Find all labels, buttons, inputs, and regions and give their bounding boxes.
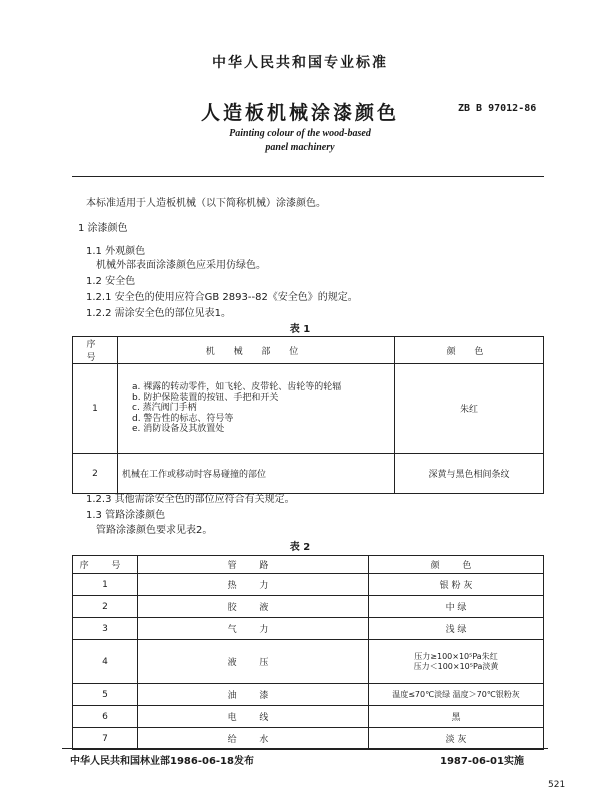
table-row <box>73 618 544 640</box>
table-row <box>73 454 544 494</box>
table-2-header-no: 序 号 <box>73 556 138 574</box>
table-row <box>73 640 544 684</box>
list-item: 机械在工作或移动时容易碰撞的部位 <box>122 470 267 480</box>
table-row <box>73 706 544 728</box>
list-item: e. 消防设备及其放置处 <box>132 424 225 435</box>
issue-date: 中华人民共和国林业部1986-06-18发布 <box>70 756 254 767</box>
standard-number: ZB B 97012-86 <box>458 103 537 114</box>
table-2-row-6-pipe: 电 线 <box>138 706 369 728</box>
table-2-row-5-no: 5 <box>73 684 138 706</box>
english-title-line-1: Painting colour of the wood-based <box>229 128 371 139</box>
table-1-header-color: 颜 色 <box>395 337 544 364</box>
list-item: c. 蒸汽阀门手柄 <box>132 403 197 414</box>
table-2-row-3-no: 3 <box>73 618 138 640</box>
table-1-row-2-parts <box>118 454 395 494</box>
table-1-row-1-parts <box>118 364 395 454</box>
table-2-row-4-color-line-2: 压力＜100×10⁵Pa淡黄 <box>413 661 499 671</box>
table-2-header-pipe: 管 路 <box>138 556 369 574</box>
table-2-row-5-pipe: 油 漆 <box>138 684 369 706</box>
table-1 <box>72 336 544 494</box>
table-row <box>73 684 544 706</box>
document-title: 人造板机械涂漆颜色 <box>200 102 399 124</box>
section-1-1-heading: 1.1 外观颜色 <box>86 246 146 257</box>
english-title-line-2: panel machinery <box>265 142 335 153</box>
table-2-row-6-color: 黑 <box>369 706 544 728</box>
table-2-header-row <box>73 556 544 574</box>
standard-category: 中华人民共和国专业标准 <box>212 55 388 71</box>
table-1-caption: 表 1 <box>289 324 311 335</box>
table-2-row-4-pipe: 液 压 <box>138 640 369 684</box>
section-1-3-text: 管路涂漆颜色要求见表2。 <box>96 525 213 536</box>
section-1-1-text: 机械外部表面涂漆颜色应采用仿绿色。 <box>96 260 266 271</box>
table-1-header-part: 机 械 部 位 <box>118 337 395 364</box>
effective-date: 1987-06-01实施 <box>440 756 524 767</box>
table-1-header-row <box>73 337 544 364</box>
intro-paragraph: 本标准适用于人造板机械（以下简称机械）涂漆颜色。 <box>86 198 326 209</box>
table-2-row-3-pipe: 气 力 <box>138 618 369 640</box>
table-2-row-7-no: 7 <box>73 728 138 750</box>
table-2-row-4-no: 4 <box>73 640 138 684</box>
table-2-row-2-no: 2 <box>73 596 138 618</box>
table-2-row-7-color: 淡 灰 <box>369 728 544 750</box>
table-1-row-2-color: 深黄与黑色相间条纹 <box>395 454 544 494</box>
table-2-row-1-pipe: 热 力 <box>138 574 369 596</box>
section-1-2-1-text: 1.2.1 安全色的使用应符合GB 2893--82《安全色》的规定。 <box>86 292 358 303</box>
table-row <box>73 364 544 454</box>
table-2-row-2-color: 中 绿 <box>369 596 544 618</box>
table-2-row-1-no: 1 <box>73 574 138 596</box>
table-2-row-5-color: 温度≤70℃淡绿 温度＞70℃银粉灰 <box>369 684 544 706</box>
section-1-2-2-text: 1.2.2 需涂安全色的部位见表1。 <box>86 308 231 319</box>
section-1-2-heading: 1.2 安全色 <box>86 276 136 287</box>
list-item: a. 裸露的转动零件，如飞轮、皮带轮、齿轮等的轮辐 <box>132 382 342 393</box>
table-2-row-2-pipe: 胶 液 <box>138 596 369 618</box>
table-2-row-4-color-line-1: 压力≥100×10⁵Pa朱红 <box>414 651 498 661</box>
table-2-row-3-color: 浅 绿 <box>369 618 544 640</box>
section-1-heading: 1 涂漆颜色 <box>78 223 128 234</box>
list-item: b. 防护保险装置的按钮、手把和开关 <box>132 392 279 403</box>
table-2-row-7-pipe: 给 水 <box>138 728 369 750</box>
table-row <box>73 728 544 750</box>
table-2-row-4-color <box>369 640 544 684</box>
table-1-header-no: 序 号 <box>73 337 118 364</box>
page-number: 521 <box>548 780 566 790</box>
table-row <box>73 596 544 618</box>
list-item: d. 警告性的标志、符号等 <box>132 413 234 424</box>
table-1-row-1-color: 朱红 <box>395 364 544 454</box>
table-1-row-2-no: 2 <box>73 454 118 494</box>
table-2-caption: 表 2 <box>289 542 311 553</box>
section-1-2-3-text: 1.2.3 其他需涂安全色的部位应符合有关规定。 <box>86 494 295 505</box>
header-rule <box>72 176 544 177</box>
table-2-header-color: 颜 色 <box>369 556 544 574</box>
section-1-3-heading: 1.3 管路涂漆颜色 <box>86 510 166 521</box>
table-2-row-6-no: 6 <box>73 706 138 728</box>
table-1-row-1-no: 1 <box>73 364 118 454</box>
table-2-row-1-color: 银 粉 灰 <box>369 574 544 596</box>
footer-rule <box>62 748 548 749</box>
table-row <box>73 574 544 596</box>
table-2 <box>72 555 544 750</box>
